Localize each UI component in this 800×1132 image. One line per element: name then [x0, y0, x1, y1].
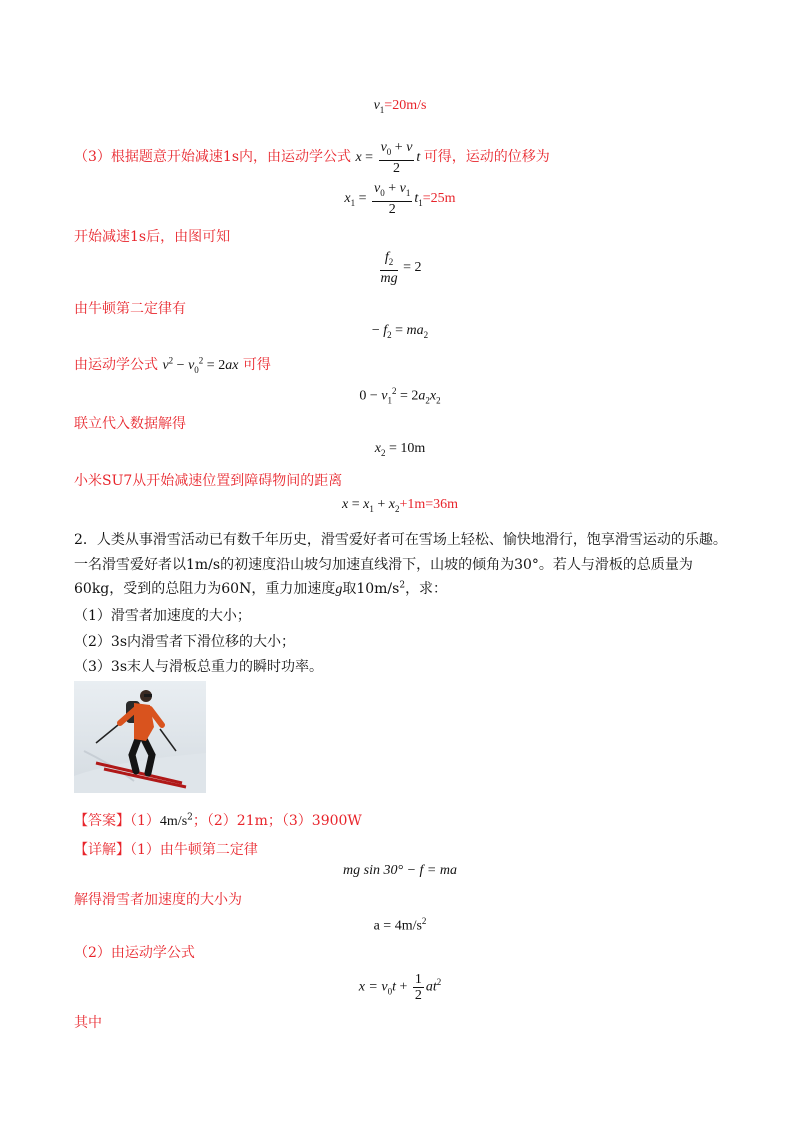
problem2-line1: 2．人类从事滑雪活动已有数千年历史，滑雪爱好者可在雪场上轻松、愉快地滑行，饱享滑雪运动的乐趣。	[74, 532, 727, 548]
skier-illustration	[74, 681, 206, 793]
solve-intro: 联立代入数据解得	[74, 416, 186, 432]
problem2-line3: 60kg，受到的总阻力为60N，重力加速度g取$10m/s^2$，求：	[74, 580, 448, 597]
detail-label: 【详解】	[74, 842, 130, 858]
answer-label: 【答案】	[74, 813, 130, 829]
detail-line: 【详解】（1）由牛顿第二定律	[74, 842, 258, 858]
equation-ratio: $\frac{f_2}{mg}$ = 2	[380, 250, 422, 286]
question-1: （1）滑雪者加速度的大小；	[74, 608, 251, 624]
equation-force: mg sin 30° − f = ma	[343, 863, 457, 878]
part2-intro: （2）由运动学公式	[74, 945, 195, 961]
skier-photo	[74, 681, 206, 793]
newton2-intro: 由牛顿第二定律有	[74, 301, 186, 317]
after-decel-text: 开始减速1s后，由图可知	[74, 229, 231, 245]
equation-displacement: $x = v_0t$ + $\frac{1}{2}$ $at^2$	[358, 972, 442, 1003]
equation-x2: $x_2 = 10m$	[374, 441, 426, 458]
question-3: （3）3s末人与滑板总重力的瞬时功率。	[74, 659, 323, 675]
equation-newton: − $f_2 = ma_2$	[371, 323, 429, 340]
formula-kinematic: $v^2 - v_0^2 = 2ax$	[162, 355, 239, 375]
part3-intro: （3）根据题意开始减速1s内，由运动学公式 x = $\frac{v_0 + v}{2}$ t 可得，运动的位移为	[74, 140, 550, 176]
distance-label: 小米SU7从开始减速位置到障碍物间的距离	[74, 473, 343, 489]
equation-decel: $0 - v_1^2 = 2a_2x_2$	[359, 386, 441, 406]
question-2: （2）3s内滑雪者下滑位移的大小；	[74, 634, 295, 650]
formula-avg-velocity: x = $\frac{v_0 + v}{2}$ t	[355, 140, 421, 176]
where-label: 其中	[74, 1015, 102, 1031]
kinematic-intro: 由运动学公式 $v^2 - v_0^2 = 2ax$ 可得	[74, 355, 271, 375]
equation-v1: $v_1=20m/s$	[373, 98, 427, 115]
problem2-line2: 一名滑雪爱好者以1m/s的初速度沿山坡匀加速直线滑下，山坡的倾角为30°。若人与滑板的总质量为	[74, 557, 693, 573]
equation-total: $x = x_1 + x_2+1m=36m$	[341, 497, 459, 514]
equation-accel: $a = 4m/s^2$	[373, 916, 427, 934]
equation-x1: $x_1$ = $\frac{v_0 + v_1}{2}$ $t_1=25m$	[344, 181, 456, 217]
answer-line: 【答案】$(1)4m/s^2$；（2）21m；（3）3900W	[74, 812, 362, 829]
accel-intro: 解得滑雪者加速度的大小为	[74, 892, 242, 908]
